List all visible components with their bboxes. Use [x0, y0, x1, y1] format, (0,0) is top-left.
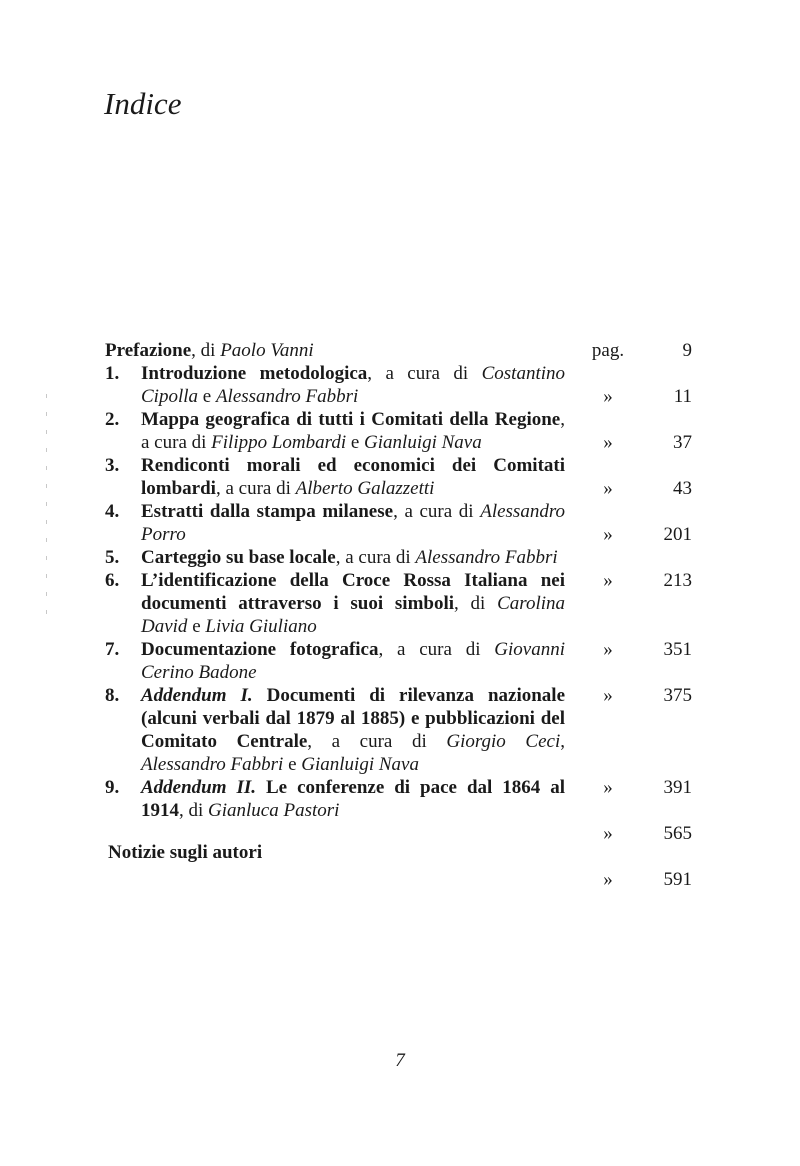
ditto-mark: »	[603, 869, 613, 890]
entry-connector: e	[187, 616, 206, 637]
entry-number: 8.	[105, 685, 120, 706]
entry-connector: , a cura di	[393, 501, 481, 522]
ditto-mark: »	[603, 639, 613, 660]
entry-title: Rendiconti morali ed economici dei Comitati lombardi	[141, 455, 565, 499]
entry-connector: , a cura di	[378, 639, 495, 660]
entry-number: 1.	[105, 363, 120, 384]
entry-title: Introduzione metodologica	[141, 363, 368, 384]
page-ref-2: 37	[673, 432, 692, 453]
entry-title: Prefazione	[105, 340, 192, 361]
entry-title: Mappa geografica di tutti i Comitati della Regione	[141, 409, 561, 430]
ditto-mark: »	[603, 777, 613, 798]
page-title: Indice	[104, 86, 182, 121]
entry-author: Gianluigi Nava	[364, 432, 482, 453]
toc-entry-7[interactable]	[105, 638, 565, 684]
entry-connector: e	[346, 432, 365, 453]
entry-author: Gianluca Pastori	[208, 800, 340, 821]
entry-number: 3.	[105, 455, 120, 476]
entry-author: Alessandro Fabbri	[415, 547, 558, 568]
entry-connector: e	[198, 386, 216, 407]
entry-number: 4.	[105, 501, 120, 522]
toc-entry-5[interactable]	[105, 546, 565, 569]
table-of-contents	[105, 339, 565, 864]
entry-title: Carteggio su base locale	[141, 547, 336, 568]
toc-entry-4[interactable]	[105, 500, 565, 546]
entry-author: Giorgio Ceci	[446, 731, 561, 752]
entry-connector: e	[283, 754, 302, 775]
page-ref-9: 565	[663, 823, 692, 844]
entry-title: Documenti di rilevanza nazionale (alcuni verbali dal 1879 al 1885) e pubblicazioni del Comitato Centrale	[141, 685, 565, 752]
entry-author: Costantino Cipolla	[141, 363, 565, 407]
ditto-mark: »	[603, 386, 613, 407]
entry-title-italic: Addendum I.	[141, 685, 253, 706]
page-ref-1: 11	[673, 386, 692, 407]
entry-author: Giovanni Cerino Badone	[141, 639, 565, 683]
entry-title: Documentazione fotografica	[141, 639, 379, 660]
ditto-mark: »	[603, 823, 613, 844]
entry-author: Paolo Vanni	[220, 340, 314, 361]
ditto-mark: »	[603, 432, 613, 453]
page-ref-notizie: 591	[663, 869, 692, 890]
entry-author: Alessandro Porro	[141, 501, 566, 545]
toc-entry-9[interactable]	[105, 776, 565, 822]
entry-number: 6.	[105, 570, 120, 591]
entry-connector: , di	[179, 800, 209, 821]
entry-title-italic: Addendum II.	[141, 777, 257, 798]
entry-author: Filippo Lombardi	[211, 432, 347, 453]
entry-number: 7.	[105, 639, 120, 660]
ditto-mark: »	[603, 478, 613, 499]
entry-author: Livia Giuliano	[205, 616, 317, 637]
entry-author: Alessandro Fabbri	[215, 386, 359, 407]
entry-title: L’identificazione della Croce Rossa Italiana nei documenti attraverso i suoi simboli	[141, 570, 565, 614]
page-number: 7	[395, 1050, 405, 1071]
entry-author: Alessandro Fabbri	[141, 754, 284, 775]
toc-entry-8[interactable]	[105, 684, 565, 776]
ditto-mark: »	[603, 524, 613, 545]
entry-title: Le conferenze di pace dal 1864 al 1914	[141, 777, 565, 821]
entry-author: Alberto Galazzetti	[295, 478, 435, 499]
entry-connector: , di	[191, 340, 221, 361]
page-ref-prefazione: 9	[682, 340, 692, 361]
toc-entry-notizie[interactable]	[105, 841, 565, 864]
entry-number: 9.	[105, 777, 120, 798]
entry-author: Gianluigi Nava	[301, 754, 419, 775]
ditto-mark: »	[603, 570, 613, 591]
entry-number: 2.	[105, 409, 120, 430]
page-ref-7: 375	[663, 685, 692, 706]
entry-connector: , a cura di	[307, 731, 447, 752]
page-ref-6: 351	[663, 639, 692, 660]
toc-entry-2[interactable]	[105, 408, 565, 454]
entry-connector: ,	[560, 731, 565, 752]
entry-connector: , a cura di	[367, 363, 482, 384]
entry-number: 5.	[105, 547, 120, 568]
entry-connector: , a cura di	[141, 409, 565, 453]
entry-title: Notizie sugli autori	[108, 842, 263, 863]
pag-label: pag.	[591, 340, 625, 361]
page-ref-8: 391	[663, 777, 692, 798]
entry-connector: , a cura di	[215, 478, 296, 499]
page-ref-5: 213	[663, 570, 692, 591]
entry-connector: , a cura di	[335, 547, 416, 568]
page-ref-3: 43	[673, 478, 692, 499]
page-ref-4: 201	[663, 524, 692, 545]
toc-entry-6[interactable]	[105, 569, 565, 638]
toc-entry-1[interactable]	[105, 362, 565, 408]
scan-specks	[46, 380, 52, 628]
entry-title: Estratti dalla stampa milanese	[141, 501, 394, 522]
entry-connector: , di	[454, 593, 498, 614]
toc-entry-3[interactable]	[105, 454, 565, 500]
ditto-mark: »	[603, 685, 613, 706]
toc-entry-prefazione[interactable]	[105, 339, 565, 362]
entry-author: Carolina David	[141, 593, 565, 637]
